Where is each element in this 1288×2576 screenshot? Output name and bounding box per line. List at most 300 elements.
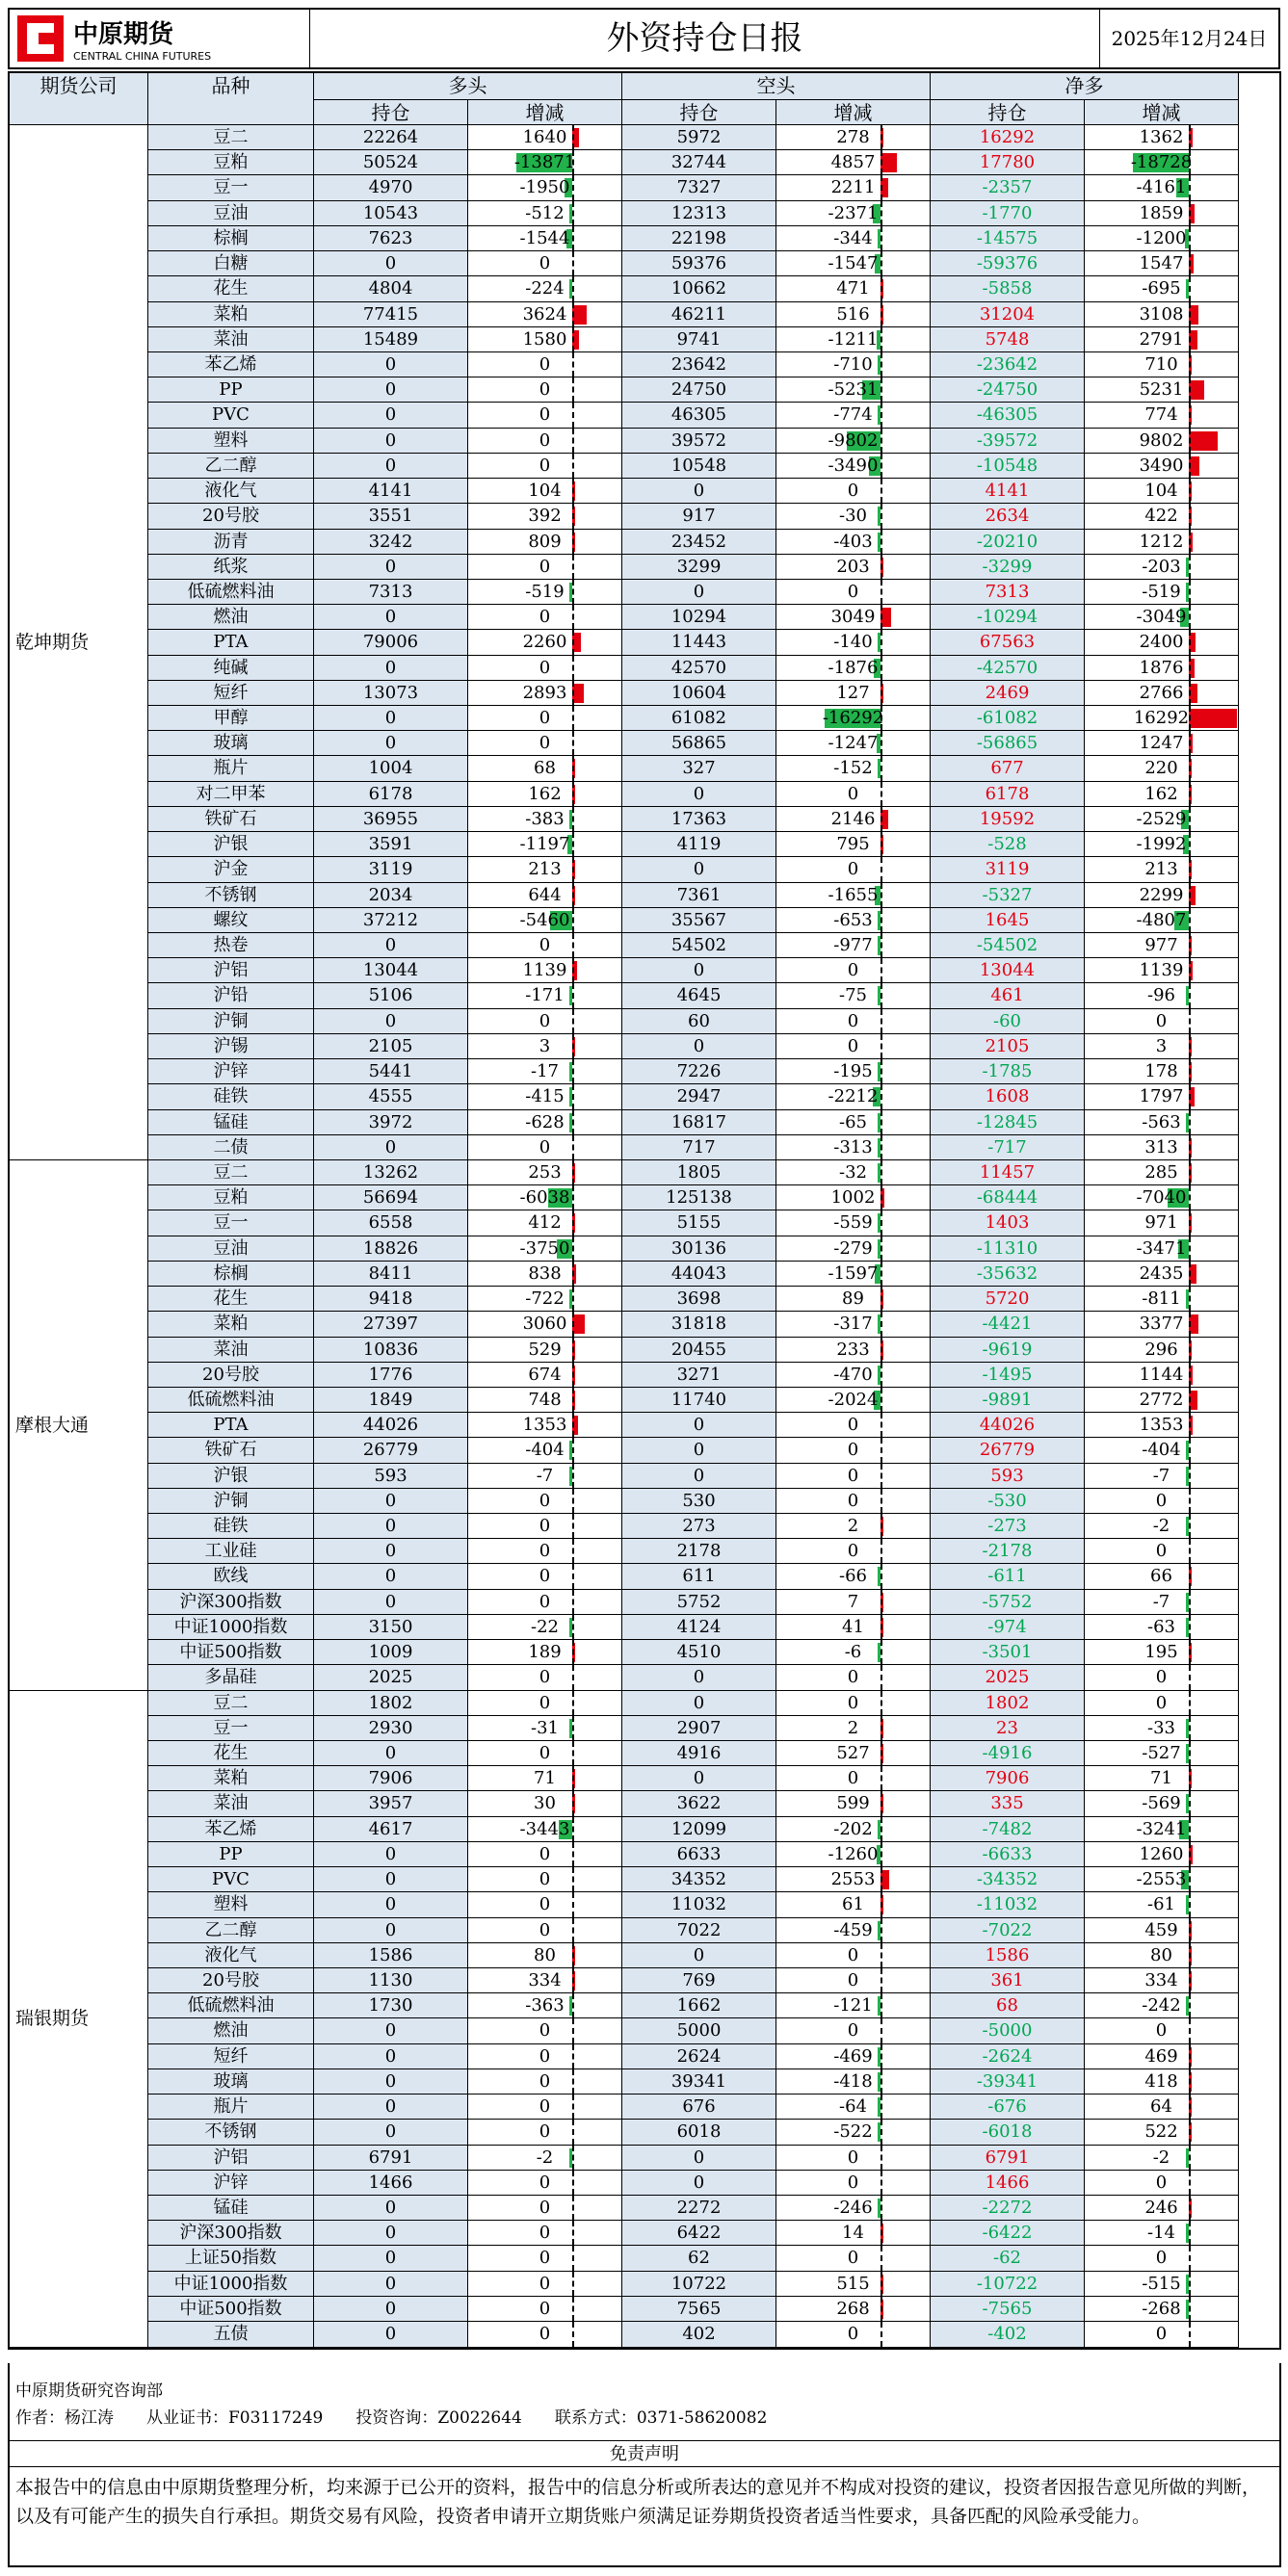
- net-change-cell: [1085, 175, 1239, 200]
- research-dept: 中原期货研究咨询部: [15, 2381, 163, 2401]
- long-hold-value: 1730: [368, 1995, 413, 2017]
- short-hold-value: 0: [693, 783, 705, 804]
- short-change-cell: [776, 125, 931, 150]
- long-change-cell: [468, 226, 622, 251]
- short-change-value: -470: [833, 1364, 873, 1385]
- zero-axis-line: [1189, 377, 1191, 402]
- short-change-value: 516: [836, 303, 870, 325]
- long-hold-value: 9418: [368, 1288, 413, 1310]
- short-hold-value: 0: [693, 960, 705, 981]
- zero-axis-line: [1189, 2018, 1191, 2043]
- product-cell: 沪铝: [148, 2146, 314, 2171]
- long-change-value: 162: [528, 783, 562, 804]
- long-hold-cell: [314, 1590, 468, 1615]
- short-hold-value: 3299: [676, 556, 722, 577]
- short-hold-value: 3622: [676, 1793, 722, 1814]
- short-change-cell: [776, 1791, 931, 1816]
- zero-axis-line: [881, 1110, 882, 1134]
- zero-axis-line: [572, 1185, 574, 1210]
- zero-axis-line: [881, 2018, 882, 2043]
- header-product: 品种: [148, 73, 314, 125]
- long-hold-cell: [314, 883, 468, 908]
- long-change-cell: [468, 1236, 622, 1262]
- short-change-cell: [776, 479, 931, 504]
- long-change-cell: [468, 1210, 622, 1236]
- zero-axis-line: [572, 756, 574, 780]
- short-hold-cell: [622, 1993, 776, 2018]
- short-hold-cell: [622, 933, 776, 958]
- zero-axis-line: [1189, 175, 1191, 199]
- net-hold-cell: [931, 1236, 1085, 1262]
- net-hold-cell: [931, 2018, 1085, 2043]
- net-hold-cell: [931, 1338, 1085, 1363]
- net-change-value: -4161: [1136, 177, 1187, 198]
- net-change-cell: [1085, 1489, 1239, 1514]
- product-cell: 沪深300指数: [148, 1590, 314, 1615]
- short-change-value: -140: [833, 632, 873, 653]
- product-cell: 铁矿石: [148, 807, 314, 832]
- long-hold-value: 0: [384, 1869, 397, 1890]
- short-hold-value: 31818: [670, 1314, 727, 1335]
- long-change-value: -6038: [519, 1187, 570, 1209]
- zero-axis-line: [881, 479, 882, 503]
- long-hold-value: 0: [384, 1541, 397, 1562]
- long-hold-cell: [314, 1514, 468, 1539]
- short-hold-value: 30136: [670, 1237, 727, 1259]
- zero-axis-line: [1189, 1640, 1191, 1664]
- short-change-cell: [776, 1009, 931, 1034]
- long-hold-cell: [314, 1918, 468, 1943]
- long-hold-value: 0: [384, 2197, 397, 2218]
- zero-axis-line: [572, 656, 574, 680]
- zero-axis-line: [1189, 807, 1191, 831]
- net-change-value: 0: [1155, 1667, 1168, 1688]
- net-hold-value: -24750: [976, 379, 1038, 401]
- short-hold-value: 676: [682, 2096, 716, 2118]
- product-cell: 低硫燃料油: [148, 580, 314, 605]
- zero-axis-line: [881, 377, 882, 402]
- net-hold-cell: [931, 1741, 1085, 1766]
- zero-axis-line: [1189, 530, 1191, 554]
- net-change-value: -61: [1147, 1894, 1175, 1915]
- short-hold-value: 4124: [676, 1616, 722, 1637]
- net-hold-value: -1785: [982, 1061, 1033, 1082]
- zero-axis-line: [1189, 1892, 1191, 1916]
- product-cell: PTA: [148, 1413, 314, 1438]
- net-hold-value: -530: [987, 1490, 1027, 1511]
- net-change-cell: [1085, 1590, 1239, 1615]
- short-change-cell: [776, 1185, 931, 1210]
- long-hold-value: 6791: [368, 2147, 413, 2168]
- net-change-cell: [1085, 1514, 1239, 1539]
- zero-axis-line: [1189, 555, 1191, 579]
- zero-axis-line: [572, 454, 574, 478]
- long-change-value: 0: [539, 935, 551, 955]
- net-hold-value: 44026: [979, 1415, 1036, 1436]
- product-cell: 菜油: [148, 1791, 314, 1816]
- short-hold-value: 62: [688, 2248, 710, 2269]
- net-change-value: -563: [1142, 1111, 1181, 1132]
- net-hold-value: -34352: [976, 1869, 1038, 1890]
- short-hold-cell: [622, 807, 776, 832]
- net-change-value: -2529: [1136, 808, 1187, 829]
- holdings-table: [8, 71, 1281, 2350]
- net-hold-value: 1802: [985, 1692, 1030, 1713]
- short-hold-value: 32744: [670, 152, 727, 173]
- long-change-cell: [468, 2322, 622, 2348]
- zero-axis-line: [572, 807, 574, 831]
- short-hold-cell: [622, 2146, 776, 2171]
- short-hold-cell: [622, 1059, 776, 1084]
- short-change-cell: [776, 605, 931, 630]
- short-change-cell: [776, 1363, 931, 1388]
- short-hold-value: 6633: [676, 1843, 722, 1864]
- long-change-value: 0: [539, 1919, 551, 1940]
- long-change-value: 674: [528, 1364, 562, 1385]
- zero-axis-line: [572, 1236, 574, 1261]
- long-hold-cell: [314, 1968, 468, 1993]
- net-change-cell: [1085, 1110, 1239, 1135]
- long-change-value: -404: [525, 1440, 565, 1461]
- zero-axis-line: [881, 302, 882, 326]
- short-hold-cell: [622, 1615, 776, 1640]
- product-cell: 多晶硅: [148, 1665, 314, 1690]
- net-change-value: -268: [1142, 2298, 1181, 2319]
- long-change-value: -1544: [519, 227, 570, 248]
- short-hold-value: 4510: [676, 1642, 722, 1663]
- long-change-value: 0: [539, 1136, 551, 1158]
- short-change-value: 471: [836, 278, 870, 299]
- zero-axis-line: [572, 1464, 574, 1488]
- zero-axis-line: [1189, 1564, 1191, 1588]
- short-change-cell: [776, 2120, 931, 2145]
- zero-axis-line: [881, 1615, 882, 1639]
- short-change-cell: [776, 2246, 931, 2271]
- long-hold-value: 4555: [368, 1086, 413, 1107]
- net-change-cell: [1085, 1842, 1239, 1867]
- net-hold-value: -42570: [976, 657, 1038, 678]
- net-hold-value: 4141: [985, 481, 1030, 502]
- zero-axis-line: [1189, 630, 1191, 654]
- zero-axis-line: [881, 605, 882, 629]
- zero-axis-line: [1189, 1489, 1191, 1513]
- long-hold-cell: [314, 1160, 468, 1185]
- net-hold-cell: [931, 2146, 1085, 2171]
- company-cell: 摩根大通: [10, 1160, 148, 1691]
- net-hold-cell: [931, 1059, 1085, 1084]
- product-cell: PVC: [148, 403, 314, 428]
- net-hold-value: 5720: [985, 1288, 1030, 1310]
- net-change-cell: [1085, 1564, 1239, 1589]
- net-hold-cell: [931, 1842, 1085, 1867]
- short-hold-cell: [622, 958, 776, 983]
- net-change-value: 334: [1144, 1969, 1178, 1991]
- zero-axis-line: [881, 1716, 882, 1740]
- net-hold-value: 7313: [985, 581, 1030, 602]
- long-change-cell: [468, 1791, 622, 1816]
- long-hold-value: 10543: [362, 202, 419, 223]
- long-change-value: 0: [539, 607, 551, 628]
- zero-axis-line: [572, 1539, 574, 1563]
- short-hold-cell: [622, 276, 776, 301]
- long-hold-value: 0: [384, 733, 397, 754]
- zero-axis-line: [881, 656, 882, 680]
- net-hold-value: 593: [990, 1465, 1024, 1486]
- short-change-cell: [776, 2095, 931, 2120]
- net-change-value: 0: [1155, 2020, 1168, 2042]
- zero-axis-line: [881, 731, 882, 755]
- short-change-cell: [776, 1210, 931, 1236]
- short-change-cell: [776, 630, 931, 655]
- short-hold-value: 46211: [670, 303, 727, 325]
- zero-axis-line: [1189, 150, 1191, 174]
- long-hold-value: 0: [384, 2121, 397, 2143]
- short-hold-cell: [622, 2272, 776, 2297]
- long-change-cell: [468, 731, 622, 756]
- long-hold-cell: [314, 731, 468, 756]
- long-hold-value: 77415: [362, 303, 419, 325]
- long-change-cell: [468, 1489, 622, 1514]
- net-change-cell: [1085, 2120, 1239, 2145]
- long-hold-value: 0: [384, 353, 397, 375]
- zero-axis-line: [572, 782, 574, 806]
- short-hold-cell: [622, 1892, 776, 1917]
- net-hold-cell: [931, 681, 1085, 706]
- zero-axis-line: [1189, 731, 1191, 755]
- short-change-cell: [776, 1968, 931, 1993]
- short-hold-cell: [622, 1363, 776, 1388]
- zero-axis-line: [881, 327, 882, 351]
- net-change-cell: [1085, 2196, 1239, 2221]
- zero-axis-line: [572, 125, 574, 149]
- short-change-value: 527: [836, 1743, 870, 1763]
- net-change-cell: [1085, 807, 1239, 832]
- short-hold-value: 16817: [670, 1111, 727, 1132]
- long-change-cell: [468, 327, 622, 352]
- zero-axis-line: [881, 2146, 882, 2170]
- net-change-value: 1247: [1139, 733, 1184, 754]
- zero-axis-line: [1189, 276, 1191, 300]
- net-hold-value: 6178: [985, 783, 1030, 804]
- zero-axis-line: [572, 1892, 574, 1916]
- zero-axis-line: [881, 226, 882, 250]
- long-change-value: 0: [539, 733, 551, 754]
- zero-axis-line: [1189, 1590, 1191, 1614]
- long-change-cell: [468, 454, 622, 479]
- net-hold-cell: [931, 2221, 1085, 2246]
- short-hold-value: 530: [682, 1490, 716, 1511]
- zero-axis-line: [1189, 681, 1191, 705]
- short-hold-value: 769: [682, 1969, 716, 1991]
- short-change-value: 1002: [830, 1187, 876, 1209]
- short-change-cell: [776, 1564, 931, 1589]
- zero-axis-line: [881, 1817, 882, 1841]
- short-hold-cell: [622, 983, 776, 1008]
- net-change-value: 422: [1144, 506, 1178, 527]
- short-change-value: -16292: [822, 708, 884, 729]
- short-change-cell: [776, 1059, 931, 1084]
- short-change-cell: [776, 1766, 931, 1791]
- product-cell: PTA: [148, 630, 314, 655]
- short-hold-cell: [622, 1438, 776, 1463]
- net-change-cell: [1085, 1918, 1239, 1943]
- net-change-cell: [1085, 1312, 1239, 1337]
- net-hold-value: -7482: [982, 1818, 1033, 1839]
- short-hold-value: 2947: [676, 1086, 722, 1107]
- net-change-cell: [1085, 1363, 1239, 1388]
- long-hold-cell: [314, 2322, 468, 2348]
- long-hold-value: 0: [384, 1490, 397, 1511]
- short-change-cell: [776, 2196, 931, 2221]
- zero-axis-line: [881, 175, 882, 199]
- short-hold-value: 5000: [676, 2020, 722, 2042]
- long-change-cell: [468, 2095, 622, 2120]
- net-change-cell: [1085, 656, 1239, 681]
- short-change-value: 0: [847, 1692, 859, 1713]
- short-change-value: 0: [847, 1465, 859, 1486]
- net-hold-cell: [931, 1539, 1085, 1564]
- short-change-value: 0: [847, 1969, 859, 1991]
- long-change-value: 0: [539, 2121, 551, 2143]
- long-change-cell: [468, 1413, 622, 1438]
- long-hold-cell: [314, 1615, 468, 1640]
- short-hold-cell: [622, 2171, 776, 2196]
- long-change-cell: [468, 2246, 622, 2271]
- net-change-cell: [1085, 2171, 1239, 2196]
- net-hold-value: -35632: [976, 1262, 1038, 1284]
- short-hold-cell: [622, 756, 776, 781]
- short-hold-cell: [622, 1262, 776, 1287]
- long-hold-cell: [314, 908, 468, 933]
- long-hold-value: 50524: [362, 152, 419, 173]
- zero-axis-line: [572, 1059, 574, 1083]
- short-hold-cell: [622, 530, 776, 555]
- net-change-value: 313: [1144, 1136, 1178, 1158]
- net-change-cell: [1085, 327, 1239, 352]
- long-change-cell: [468, 403, 622, 428]
- zero-axis-line: [1189, 1867, 1191, 1891]
- long-hold-value: 593: [374, 1465, 407, 1486]
- net-hold-value: -61082: [976, 708, 1038, 729]
- long-change-value: 0: [539, 2197, 551, 2218]
- short-change-value: -1876: [828, 657, 879, 678]
- net-change-cell: [1085, 2044, 1239, 2069]
- net-hold-value: -1495: [982, 1364, 1033, 1385]
- short-hold-value: 3698: [676, 1288, 722, 1310]
- zero-axis-line: [1189, 1514, 1191, 1538]
- net-change-value: 0: [1155, 2324, 1168, 2345]
- report-title: 外资持仓日报: [310, 10, 1100, 67]
- net-hold-cell: [931, 454, 1085, 479]
- long-change-value: 0: [539, 1667, 551, 1688]
- long-hold-cell: [314, 1363, 468, 1388]
- zero-axis-line: [572, 251, 574, 275]
- long-change-cell: [468, 1842, 622, 1867]
- product-cell: 菜油: [148, 1338, 314, 1363]
- long-change-value: 0: [539, 1541, 551, 1562]
- short-hold-value: 0: [693, 1667, 705, 1688]
- short-hold-value: 402: [682, 2324, 716, 2345]
- zero-axis-line: [1189, 403, 1191, 427]
- long-change-cell: [468, 1185, 622, 1210]
- short-hold-value: 12099: [670, 1818, 727, 1839]
- net-hold-value: -7022: [982, 1919, 1033, 1940]
- short-hold-value: 0: [693, 1944, 705, 1965]
- zero-axis-line: [1189, 1716, 1191, 1740]
- zero-axis-line: [572, 226, 574, 250]
- zero-axis-line: [572, 1716, 574, 1740]
- long-hold-cell: [314, 1262, 468, 1287]
- net-change-cell: [1085, 1968, 1239, 1993]
- short-hold-cell: [622, 479, 776, 504]
- long-change-cell: [468, 1968, 622, 1993]
- long-change-cell: [468, 1741, 622, 1766]
- product-cell: 低硫燃料油: [148, 1993, 314, 2018]
- long-change-value: -2: [536, 2147, 554, 2168]
- short-hold-value: 6018: [676, 2121, 722, 2143]
- net-hold-cell: [931, 656, 1085, 681]
- net-change-value: 0: [1155, 1692, 1168, 1713]
- net-change-cell: [1085, 1791, 1239, 1816]
- zero-axis-line: [881, 1464, 882, 1488]
- short-change-value: -653: [833, 909, 873, 930]
- short-change-value: -469: [833, 2045, 873, 2067]
- long-hold-cell: [314, 1716, 468, 1741]
- long-change-cell: [468, 1514, 622, 1539]
- net-hold-value: -6422: [982, 2223, 1033, 2244]
- product-cell: 菜粕: [148, 302, 314, 327]
- short-change-cell: [776, 1312, 931, 1337]
- long-hold-value: 1004: [368, 758, 413, 779]
- net-change-value: -1992: [1136, 834, 1187, 855]
- short-change-cell: [776, 1741, 931, 1766]
- net-hold-value: 2634: [985, 506, 1030, 527]
- long-hold-cell: [314, 125, 468, 150]
- long-hold-cell: [314, 1009, 468, 1034]
- net-change-value: 774: [1144, 404, 1178, 426]
- short-change-cell: [776, 1338, 931, 1363]
- long-hold-value: 0: [384, 455, 397, 476]
- net-change-cell: [1085, 1262, 1239, 1287]
- net-hold-value: -9619: [982, 1339, 1033, 1360]
- short-hold-cell: [622, 1640, 776, 1665]
- product-cell: 中证500指数: [148, 2297, 314, 2322]
- net-hold-cell: [931, 251, 1085, 276]
- net-hold-value: -5000: [982, 2020, 1033, 2042]
- long-change-cell: [468, 1665, 622, 1690]
- net-hold-cell: [931, 756, 1085, 781]
- zero-axis-line: [881, 1590, 882, 1614]
- long-hold-value: 0: [384, 2020, 397, 2042]
- zero-axis-line: [881, 1438, 882, 1462]
- short-change-value: 2553: [830, 1869, 876, 1890]
- net-hold-value: -12845: [976, 1111, 1038, 1132]
- short-change-value: -313: [833, 1136, 873, 1158]
- long-change-value: -22: [531, 1616, 559, 1637]
- long-change-value: 189: [528, 1642, 562, 1663]
- short-hold-value: 17363: [670, 808, 727, 829]
- short-hold-cell: [622, 1489, 776, 1514]
- long-hold-value: 13073: [362, 682, 419, 703]
- long-hold-cell: [314, 1210, 468, 1236]
- long-hold-value: 1849: [368, 1389, 413, 1410]
- short-change-value: 4857: [830, 152, 876, 173]
- zero-axis-line: [1189, 2322, 1191, 2347]
- zero-axis-line: [881, 1741, 882, 1765]
- zero-axis-line: [572, 1009, 574, 1033]
- net-hold-cell: [931, 1388, 1085, 1413]
- net-change-cell: [1085, 1084, 1239, 1109]
